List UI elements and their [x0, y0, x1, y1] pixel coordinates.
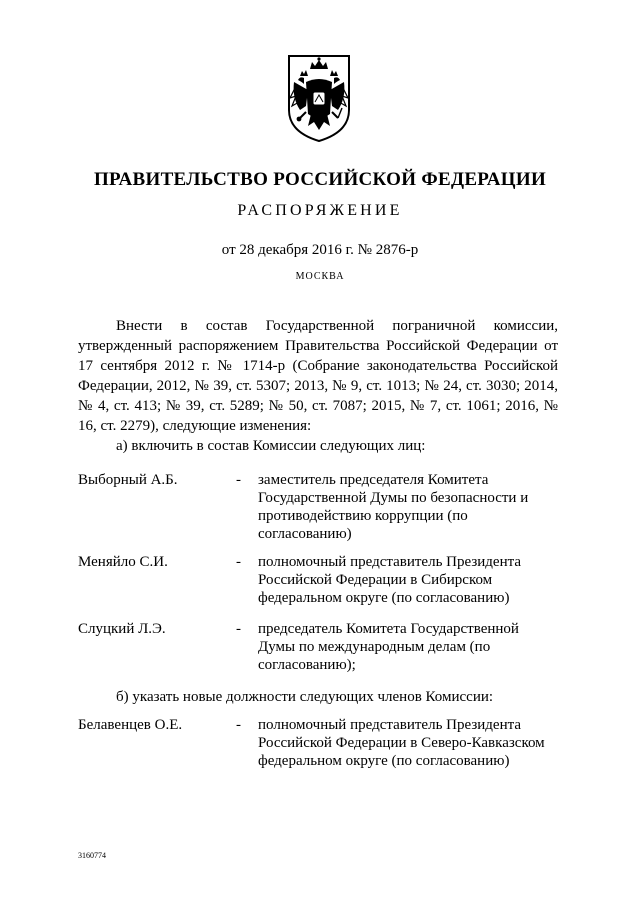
document-body [78, 316, 558, 456]
item-a-heading: а) включить в состав Комиссии следующих лиц: [116, 438, 426, 454]
member-name: Белавенцев О.Е. [78, 717, 183, 733]
member-dash: - [236, 717, 241, 733]
member-position: полномочный представитель Президента Российской Федерации в Северо-Кавказском федеральном округе (по согласованию) [258, 717, 545, 769]
coat-of-arms-icon [284, 52, 354, 144]
member-name: Выборный А.Б. [78, 472, 178, 488]
member-dash: - [236, 554, 241, 570]
member-position: председатель Комитета Государственной Думы по международным делам (по согласованию); [258, 621, 519, 673]
member-name: Слуцкий Л.Э. [78, 621, 166, 637]
intro-paragraph: Внести в состав Государственной пограничной комиссии, утвержденный распоряжением Правительства Российской Федерации от 17 сентября 2012 г. № 1714-р (Собрание законодательства Российской Федерации, 2012, № 39, ст. 5307; 2013, № 9, ст. 1013; № 24, ст. 3030; 2014, № 4, ст. 413; № 39, ст. 5289; № 50, ст. 7087; 2015, № 7, ст. 1061; 2016, № 16, ст. 2279), следующие изменения: [78, 318, 558, 434]
member-name: Меняйло С.И. [78, 554, 168, 570]
member-dash: - [236, 472, 241, 488]
government-title: ПРАВИТЕЛЬСТВО РОССИЙСКОЙ ФЕДЕРАЦИИ [93, 169, 547, 190]
member-position: заместитель председателя Комитета Государственной Думы по безопасности и противодействию коррупции (по согласованию) [258, 472, 529, 542]
member-entry [78, 471, 558, 543]
member-entry [78, 620, 558, 674]
document-city: МОСКВА [295, 271, 345, 282]
member-position: полномочный представитель Президента Российской Федерации в Сибирском федеральном округе (по согласованию) [258, 554, 521, 606]
item-b-heading: б) указать новые должности следующих членов Комиссии: [116, 689, 494, 705]
document-registration-number: 3160774 [78, 851, 106, 860]
document-date-number: от 28 декабря 2016 г. № 2876-р [221, 242, 419, 258]
document-type: РАСПОРЯЖЕНИЕ [237, 202, 403, 219]
member-dash: - [236, 621, 241, 637]
member-entry [78, 716, 558, 770]
member-entry [78, 553, 558, 607]
